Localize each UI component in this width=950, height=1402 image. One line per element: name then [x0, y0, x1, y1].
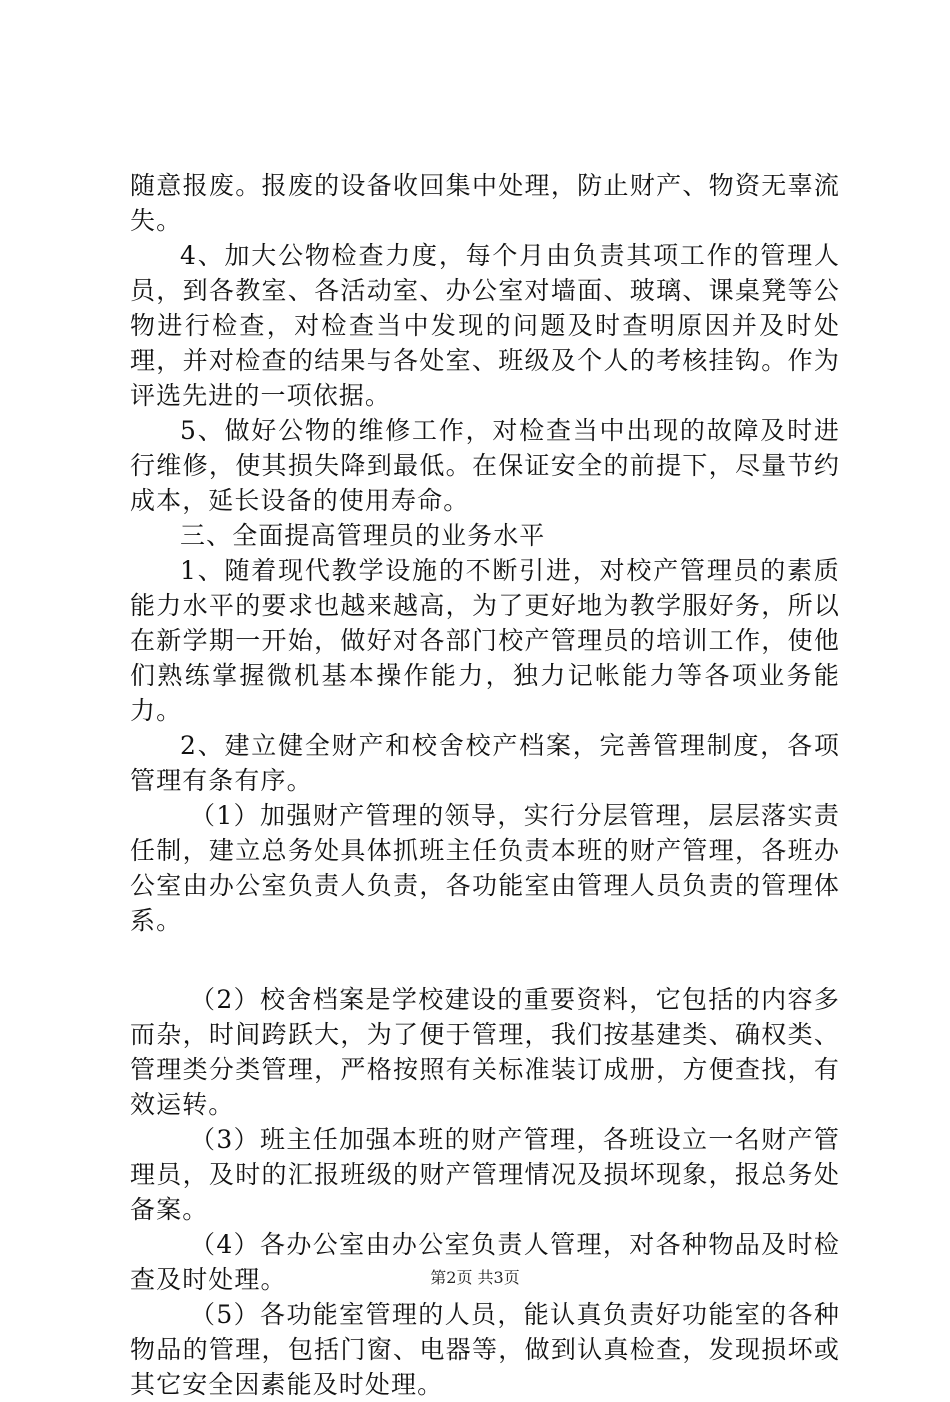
paragraph-subitem-3: （3）班主任加强本班的财产管理，各班设立一名财产管理员，及时的汇报班级的财产管理情况及损坏现象，报总务处备案。: [130, 1125, 840, 1224]
section-heading-3: 三、全面提高管理员的业务水平: [180, 521, 546, 550]
paragraph-item-2: 2、建立健全财产和校舍校产档案，完善管理制度，各项管理有条有序。: [130, 731, 840, 795]
paragraph-item-1: 1、随着现代教学设施的不断引进，对校产管理员的素质能力水平的要求也越来越高，为了更好地为教学服好务，所以在新学期一开始，做好对各部门校产管理员的培训工作，使他们熟练掌握微机基本操作能力，独力记帐能力等各项业务能力。: [130, 556, 840, 725]
document-body: [130, 168, 840, 1402]
paragraph-item-5: 5、做好公物的维修工作，对检查当中出现的故障及时进行维修，使其损失降到最低。在保证安全的前提下，尽量节约成本，延长设备的使用寿命。: [130, 416, 840, 515]
paragraph-item-4: 4、加大公物检查力度，每个月由负责其项工作的管理人员，到各教室、各活动室、办公室对墙面、玻璃、课桌凳等公物进行检查，对检查当中发现的问题及时查明原因并及时处理，并对检查的结果与各处室、班级及个人的考核挂钩。作为评选先进的一项依据。: [130, 241, 840, 410]
paragraph-subitem-2: （2）校舍档案是学校建设的重要资料，它包括的内容多而杂，时间跨跃大，为了便于管理，我们按基建类、确权类、管理类分类管理，严格按照有关标准装订成册，方便查找，有效运转。: [130, 985, 840, 1119]
paragraph-subitem-4: （4）各办公室由办公室负责人管理，对各种物品及时检查及时处理。: [130, 1230, 840, 1294]
paragraph-spacer: [130, 938, 840, 982]
paragraph-continuation: 随意报废。报废的设备收回集中处理，防止财产、物资无辜流失。: [130, 171, 840, 235]
paragraph-subitem-1: （1）加强财产管理的领导，实行分层管理，层层落实责任制，建立总务处具体抓班主任负责本班的财产管理，各班办公室由办公室负责人负责，各功能室由管理人员负责的管理体系。: [130, 801, 840, 935]
page-footer: 第2页 共3页: [430, 1268, 520, 1287]
paragraph-subitem-5: （5）各功能室管理的人员，能认真负责好功能室的各种物品的管理，包括门窗、电器等，做到认真检查，发现损坏或其它安全因素能及时处理。: [130, 1300, 840, 1399]
